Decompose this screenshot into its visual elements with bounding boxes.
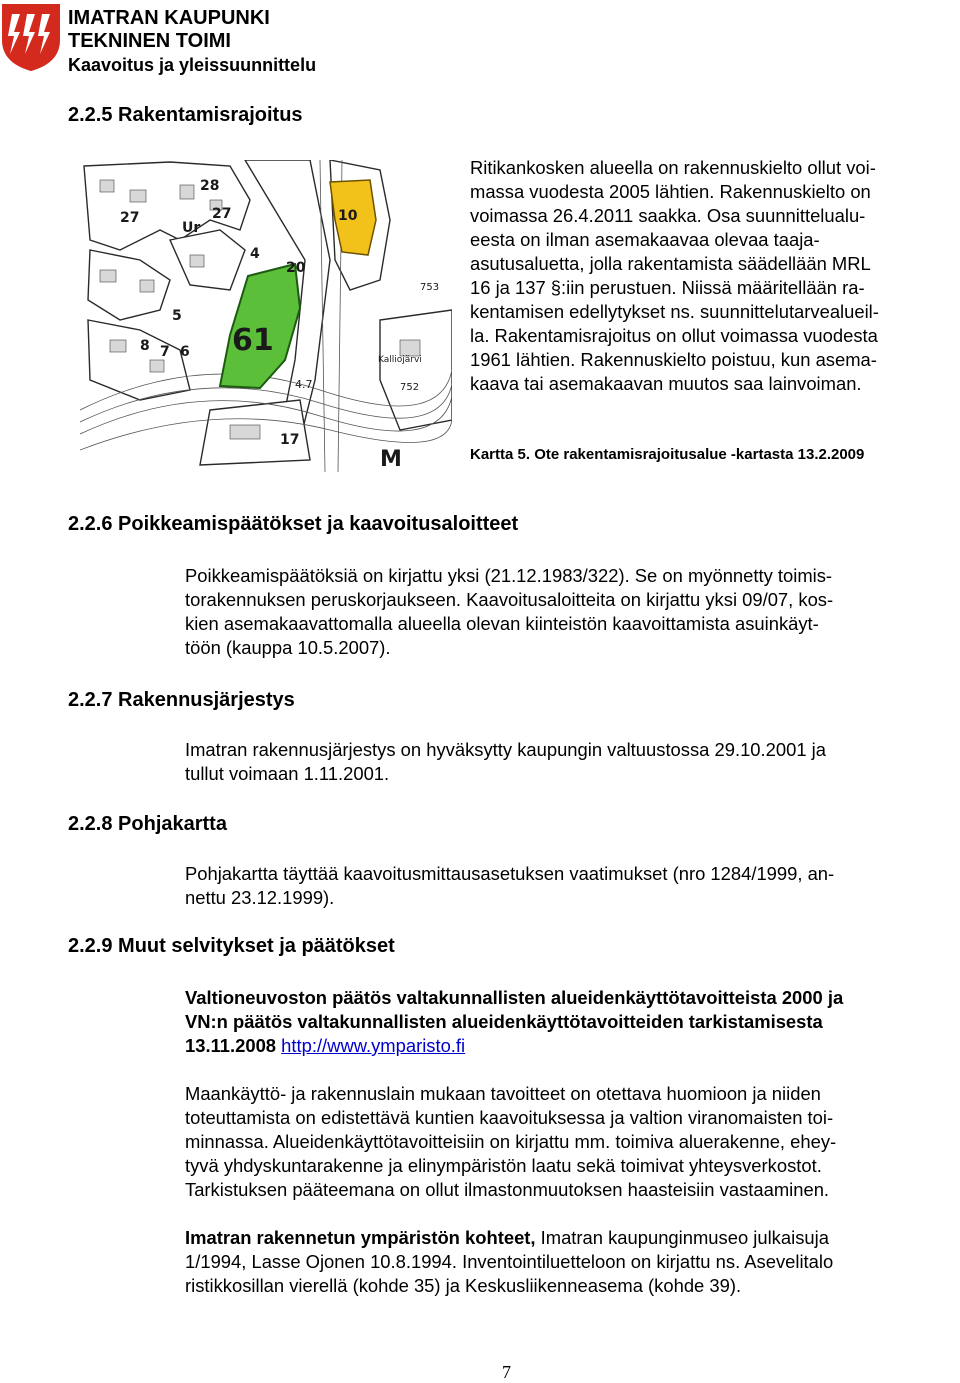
section-heading-226: 2.2.6 Poikkeamispäätökset ja kaavoitusaloitteet — [68, 513, 519, 535]
map-label: 61 — [232, 323, 274, 358]
map-label: Ur — [182, 220, 201, 236]
map-label: Kalliojärvi — [378, 355, 422, 365]
map-label: 20 — [286, 260, 306, 276]
decision-date: 13.11.2008 — [185, 1035, 277, 1056]
map-label: M — [380, 447, 402, 472]
section-heading-228: 2.2.8 Pohjakartta — [68, 813, 227, 835]
publication-title: Imatran rakennetun ympäristön kohteet, — [185, 1227, 536, 1248]
zoning-map-image — [80, 160, 452, 472]
page-number: 7 — [502, 1362, 511, 1382]
map-label: 753 — [420, 282, 440, 293]
org-unit: Kaavoitus ja yleissuunnittelu — [68, 55, 317, 75]
map-label: 7 — [160, 344, 170, 360]
map-label: 8 — [140, 338, 150, 354]
ymparisto-link[interactable]: http://www.ymparisto.fi — [281, 1035, 466, 1056]
section-heading-227: 2.2.7 Rakennusjärjestys — [68, 689, 295, 711]
section-227-text: Imatran rakennusjärjestys on hyväksytty kaupungin valtuustossa 29.10.2001 ja tullut voimaan 1.11.2001. — [185, 739, 826, 784]
section-heading-229: 2.2.9 Muut selvitykset ja päätökset — [68, 935, 395, 957]
map-label: 752 — [400, 382, 420, 393]
map-label: 28 — [200, 178, 220, 194]
map-label: 10 — [338, 208, 358, 224]
map-label: 6 — [180, 344, 190, 360]
section-228-text: Pohjakartta täyttää kaavoitusmittausasetuksen vaatimukset (nro 1284/1999, an- nettu 23.12.1999). — [185, 863, 835, 908]
org-department: TEKNINEN TOIMI — [68, 30, 231, 52]
map-caption: Kartta 5. Ote rakentamisrajoitusalue -kartasta 13.2.2009 — [470, 446, 865, 463]
map-label: 17 — [280, 432, 300, 448]
map-label: 5 — [172, 308, 182, 324]
section-heading-225: 2.2.5 Rakentamisrajoitus — [68, 104, 303, 126]
section-229-text: Valtioneuvoston päätös valtakunnallisten alueidenkäyttötavoitteista 2000 ja VN:n päätös valtakunnallisten alueidenkäyttötavoitteiden tarkistamisesta 13.11.2008 http://www.ymparisto.fi Maankäyttö- ja rakennuslain mukaan tavoitteet on otettava huomioon ja niiden toteuttamista on edistettävä kuntien kaavoituksessa ja valtion viranomaisten toi- minnassa. Alueidenkäyttötavoitteisiin on kirjattu mm. toimiva aluerakenne, ehey- tyvä yhdyskuntarakenne ja elinympäristön laatu sekä toimivat yhteysverkostot. Tarkistuksen pääteemana on ollut ilmastonmuutoksen haasteisiin vastaaminen. Imatran rakennetun ympäristön kohteet, Imatran kaupunginmuseo julkaisuja 1/1994, Lasse Ojonen 10.8.1994. Inventointiluetteloon on kirjattu ns. Asevelitalo ristikkosillan vierellä (kohde 35) ja Keskusliikenneasema (kohde 39). — [185, 987, 844, 1296]
imatra-coat-of-arms-icon — [0, 2, 62, 72]
map-label: 27 — [120, 210, 140, 226]
section-226-text: Poikkeamispäätöksiä on kirjattu yksi (21.12.1983/322). Se on myönnetty toimis- torakennuksen peruskorjaukseen. Kaavoitusaloitteita on kirjattu yksi 09/07, kos- kien asemakaavattomalla alueella olevan kiinteistön kaavoittamista asuinkäyt- töön (kauppa 10.5.2007). — [185, 565, 834, 658]
section-225-text: Ritikankosken alueella on rakennuskielto ollut voi- massa vuodesta 2005 lähtien. Rakennuskielto on voimassa 26.4.2011 saakka. Osa suunnittelualu- eesta on ilman asemakaavaa olevaa taaja- asutusaluetta, jolla rakentamista säädellään MRL 16 ja 137 §:iin perustuen. Niissä määritellään ra- kentamisen edellytykset ns. suunnittelutarvealueil- la. Rakentamisrajoitus on ollut voimassa vuodesta 1961 lähtien. Rakennuskielto poistuu, kun asema- kaava tai asemakaavan muutos saa lainvoiman. — [470, 157, 879, 394]
map-label: 4.7 — [295, 378, 313, 391]
map-label: 4 — [250, 246, 260, 262]
map-label: 27 — [212, 206, 232, 222]
org-name: IMATRAN KAUPUNKI — [68, 7, 270, 29]
